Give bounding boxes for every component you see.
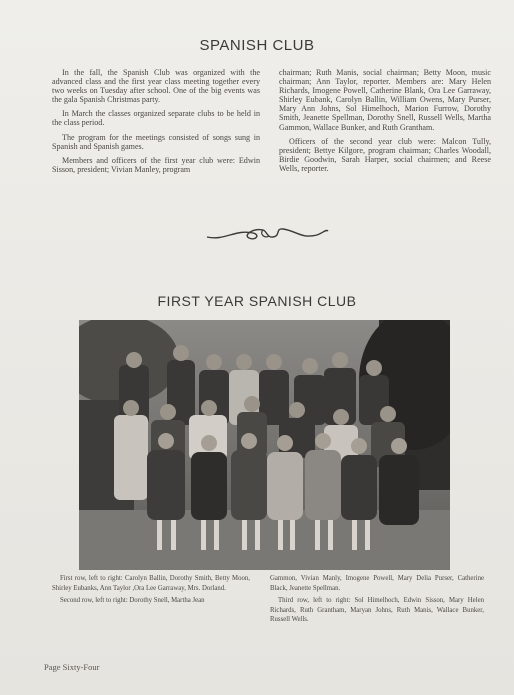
photo-title: FIRST YEAR SPANISH CLUB: [157, 293, 357, 309]
page-number: Page Sixty-Four: [44, 662, 100, 672]
caption-paragraph: First row, left to right: Carolyn Ballin, Dorothy Smith, Betty Moon, Shirley Eubanks, Ann Taylor ,Ora Lee Garraway, Mrs. Dorland.: [52, 575, 250, 592]
article-column-right: [279, 68, 491, 178]
caption-paragraph: Third row, left to right: Sol Himelhoch, Edwin Sisson, Mary Helen Richards, Ruth Grantham, Maryan Johns, Ruth Manis, Wallace Bunker, Russell Wells.: [270, 597, 484, 623]
article-paragraph: Members and officers of the first year club were: Edwin Sisson, president; Vivian Manley, program: [52, 155, 260, 174]
scroll-ornament: [205, 225, 330, 243]
article-paragraph: The program for the meetings consisted of songs sung in Spanish and Spanish games.: [52, 132, 260, 151]
group-photo: [79, 320, 450, 570]
article-column-left: [52, 68, 260, 179]
article-paragraph: chairman; Ruth Manis, social chairman; Betty Moon, music chairman; Ann Taylor, reporter. Members are: Mary Helen Richards, Imogene Powell, Catherine Blank, Ora Lee Garraway, Shirley Eubank, Carolyn Ballin, William Owens, Mary Purser, Mary Ann Johns, Sol Himelhoch, Marion Furrow, Dorothy Smith, Jeanette Spellman, Dorothy Snell, Russell Wells, Martha Gammon, Wallace Bunker, and Ruth Grantham.: [279, 68, 491, 132]
caption-paragraph: Gammon, Vivian Manly, Imogene Powell, Mary Delia Purser, Catherine Black, Jeanette Spellman.: [270, 575, 484, 592]
article-paragraph: Officers of the second year club were: Malcon Tully, president; Bettye Kilgore, program chairman; Charles Woodall, Birdie Goodwin, Sarah Harper, social chairmen; and Reese Wells, reporter.: [279, 136, 491, 173]
article-paragraph: In March the classes organized separate clubs to be held in the class period.: [52, 109, 260, 128]
photo-caption-left: [52, 574, 250, 609]
group-photo-image: [79, 320, 450, 570]
caption-paragraph: Second row, left to right: Dorothy Snell, Martha Jean: [60, 597, 205, 604]
page-title: SPANISH CLUB: [199, 37, 315, 54]
photo-caption-right: [270, 574, 484, 628]
article-paragraph: In the fall, the Spanish Club was organized with the advanced class and the first year class meeting together every two weeks on Tuesday after school. One of the big events was the gala Spanish Christmas party.: [52, 68, 260, 105]
